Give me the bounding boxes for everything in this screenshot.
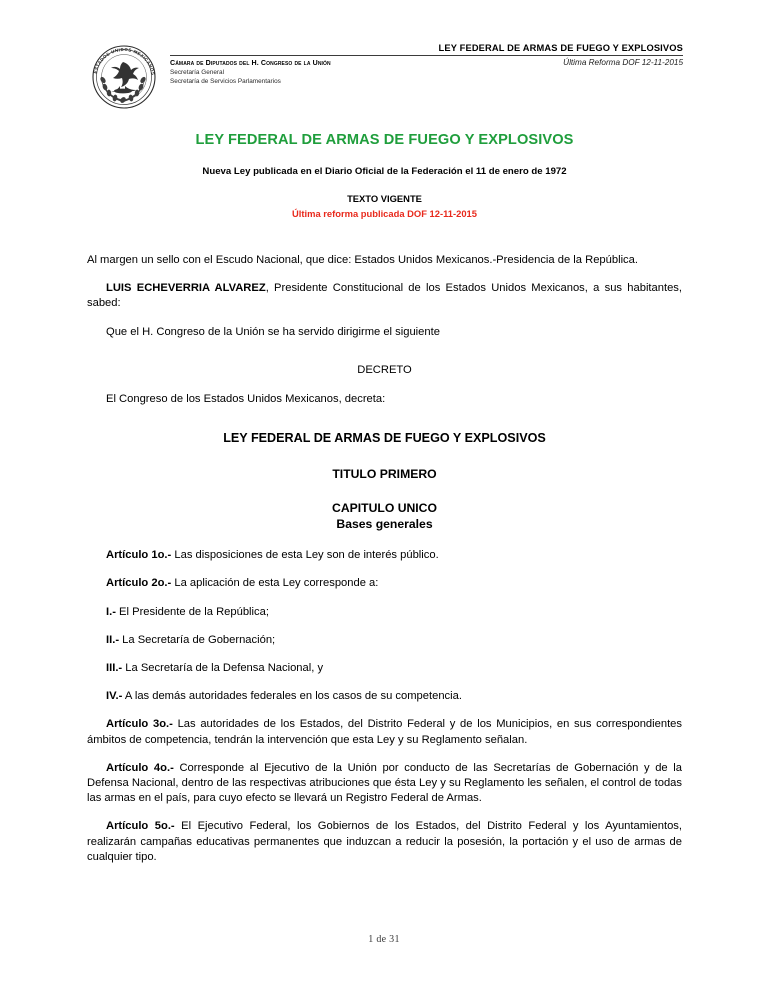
article-label: Artículo 3o.- [106, 718, 173, 731]
document-body [87, 253, 682, 878]
mexican-coat-of-arms-seal [87, 42, 161, 114]
article-paragraph [87, 548, 682, 563]
paragraph-margen: Al margen un sello con el Escudo Nacional, que dice: Estados Unidos Mexicanos.-Presidencia de la República. [87, 254, 638, 266]
article-paragraph [87, 761, 682, 807]
article-paragraph [87, 717, 682, 747]
decreto-heading: DECRETO [357, 363, 412, 376]
article-text: Las disposiciones de esta Ley son de interés público. [171, 549, 439, 562]
article-paragraph [87, 689, 682, 704]
article-label: III.- [106, 662, 123, 675]
title-block [87, 131, 682, 220]
article-text: Las autoridades de los Estados, del Distrito Federal y de los Municipios, en sus correspondientes ámbitos de competencia, tendrán la intervención que esta Ley y su Reglamento señalan. [87, 718, 682, 746]
article-text: La Secretaría de Gobernación; [119, 633, 276, 646]
heading-capitulo-unico: CAPITULO UNICO [332, 501, 437, 516]
spacer [87, 353, 682, 363]
header-organization: Cámara de Diputados del H. Congreso de la Unión [170, 59, 331, 67]
spacer [87, 420, 682, 430]
paragraph-congreso: Que el H. Congreso de la Unión se ha servido dirigirme el siguiente [106, 325, 440, 338]
article-text: A las demás autoridades federales en los casos de su competencia. [122, 690, 462, 703]
page-footer [0, 934, 768, 945]
spacer [87, 532, 682, 548]
article-text: La Secretaría de la Defensa Nacional, y [122, 662, 324, 675]
article-text: El Presidente de la República; [115, 605, 269, 618]
header-secretaria-general: Secretaría General [170, 69, 224, 76]
publication-note: Nueva Ley publicada en el Diario Oficial de la Federación el 11 de enero de 1972 [202, 166, 567, 177]
article-label: Artículo 4o.- [106, 761, 174, 774]
article-text: Corresponde al Ejecutivo de la Unión por conducto de las Secretarías de Gobernación y de la Defensa Nacional, dentro de las respectivas atribuciones que ésta Ley y su Reglamento les señalen, el control de todas las armas en el país, para cuyo efecto se llevará un Registro Federal de Armas. [87, 761, 682, 805]
article-paragraph [87, 819, 682, 865]
svg-text:ESTADOS UNIDOS MEXICANOS: ESTADOS UNIDOS MEXICANOS [92, 46, 156, 76]
article-label: Artículo 1o.- [106, 549, 172, 562]
article-label: I.- [106, 605, 116, 618]
article-text: La aplicación de esta Ley corresponde a: [171, 577, 379, 590]
header-divider-rule [170, 55, 683, 56]
article-paragraph [87, 633, 682, 648]
spacer [87, 446, 682, 466]
page-indicator: 1 de 31 [368, 934, 400, 945]
heading-bases-generales: Bases generales [336, 517, 433, 532]
page-title: LEY FEDERAL DE ARMAS DE FUEGO Y EXPLOSIVOS [195, 132, 574, 148]
heading-law-title: LEY FEDERAL DE ARMAS DE FUEGO Y EXPLOSIVOS [223, 431, 546, 446]
heading-titulo-primero: TITULO PRIMERO [332, 467, 437, 482]
status-badge: TEXTO VIGENTE [347, 193, 422, 204]
spacer [87, 482, 682, 500]
paragraph-president [87, 281, 682, 311]
spacer [87, 378, 682, 392]
article-label: Artículo 5o.- [106, 820, 175, 833]
president-name: LUIS ECHEVERRIA ALVAREZ [106, 282, 266, 295]
document-header [87, 42, 683, 114]
article-label: II.- [106, 633, 120, 646]
article-label: Artículo 2o.- [106, 577, 172, 590]
article-paragraph [87, 576, 682, 591]
header-law-title: LEY FEDERAL DE ARMAS DE FUEGO Y EXPLOSIVOS [438, 43, 683, 53]
last-reform-published: Última reforma publicada DOF 12-11-2015 [292, 208, 477, 219]
article-label: IV.- [106, 690, 123, 703]
article-paragraph [87, 605, 682, 620]
articles-container [87, 548, 682, 865]
article-text: El Ejecutivo Federal, los Gobiernos de los Estados, del Distrito Federal y los Ayuntamientos, realizarán campañas educativas permanentes que induzcan a reducir la posesión, la portación y el uso de armas de cualquier tipo. [87, 820, 683, 863]
paragraph-decreta: El Congreso de los Estados Unidos Mexicanos, decreta: [106, 393, 386, 406]
header-last-reform: Última Reforma DOF 12-11-2015 [563, 58, 683, 67]
header-text-block [170, 42, 683, 92]
president-rest: , Presidente Constitucional de los Estados Unidos Mexicanos, a sus habitantes, sabed: [87, 282, 683, 310]
header-servicios-parlamentarios: Secretaría de Servicios Parlamentarios [170, 78, 281, 86]
article-paragraph [87, 661, 682, 676]
